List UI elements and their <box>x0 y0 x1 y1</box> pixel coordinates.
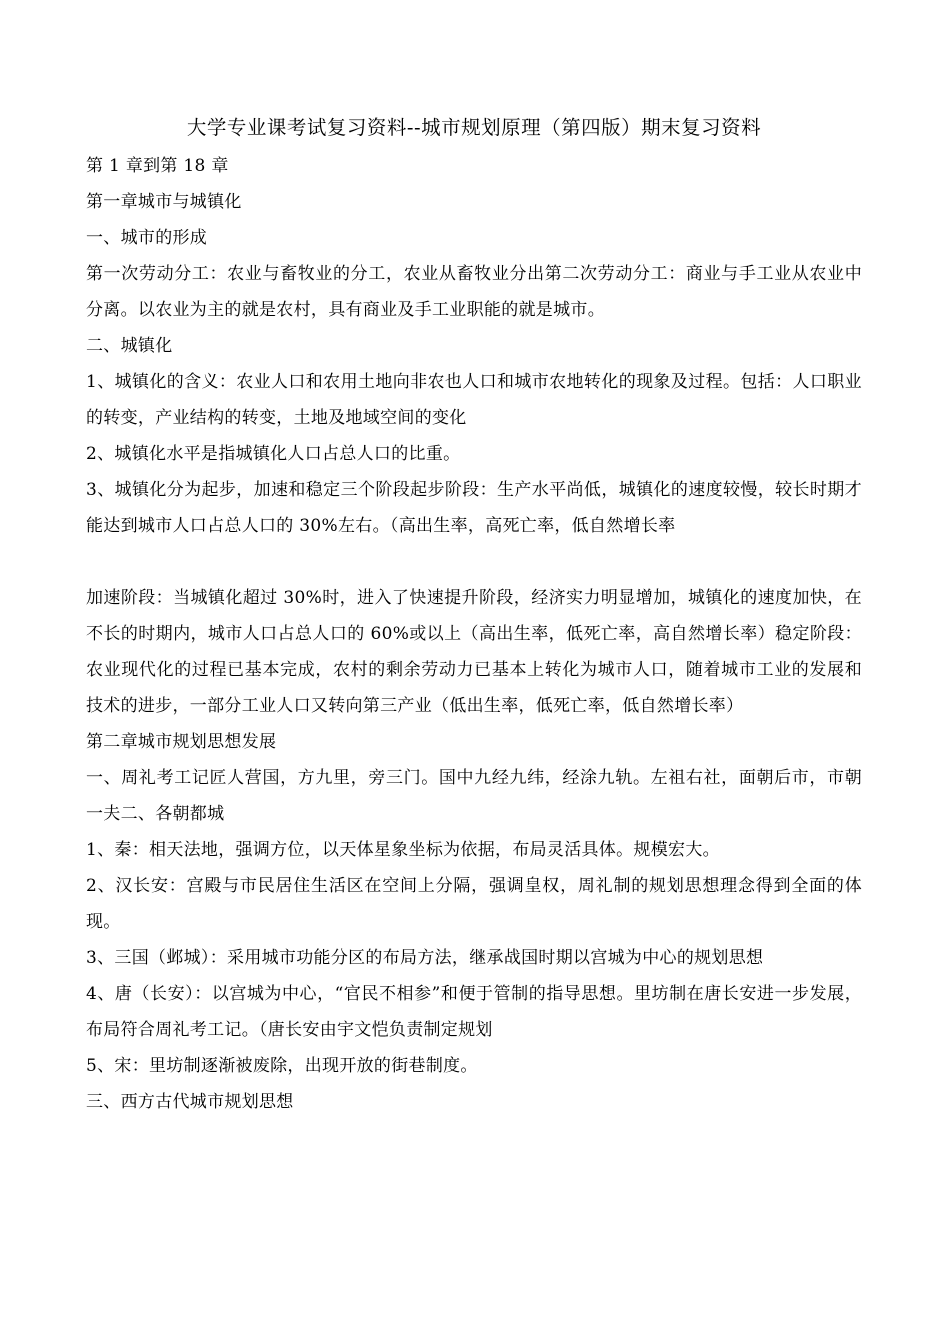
chapter-1-heading: 第一章城市与城镇化 <box>86 192 242 212</box>
document-title: 大学专业课考试复习资料--城市规划原理（第四版）期末复习资料 <box>186 116 762 139</box>
paragraph: 3、城镇化分为起步，加速和稳定三个阶段起步阶段：生产水平尚低，城镇化的速度较慢，较长时期才能达到城市人口占总人口的 30%左右。（高出生率，高死亡率，低自然增长率 <box>86 480 862 536</box>
paragraph: 5、宋：里坊制逐渐被废除，出现开放的街巷制度。 <box>86 1056 478 1076</box>
paragraph: 一、周礼考工记匠人营国，方九里，旁三门。国中九经九纬，经涂九轨。左祖右社，面朝后市，市朝一夫二、各朝都城 <box>86 768 862 824</box>
paragraph: 2、汉长安：宫殿与市民居住生活区在空间上分隔，强调皇权，周礼制的规划思想理念得到全面的体现。 <box>86 876 862 932</box>
section-heading: 一、城市的形成 <box>86 228 208 248</box>
chapter-range: 第 1 章到第 18 章 <box>86 156 229 176</box>
chapter-2-heading: 第二章城市规划思想发展 <box>86 732 277 752</box>
section-heading: 三、西方古代城市规划思想 <box>86 1092 294 1112</box>
paragraph: 4、唐（长安）：以宫城为中心，“官民不相参”和便于管制的指导思想。里坊制在唐长安进一步发展，布局符合周礼考工记。（唐长安由宇文恺负责制定规划 <box>86 984 862 1040</box>
blank-line <box>86 544 862 580</box>
paragraph: 第一次劳动分工：农业与畜牧业的分工，农业从畜牧业分出第二次劳动分工：商业与手工业从农业中分离。以农业为主的就是农村，具有商业及手工业职能的就是城市。 <box>86 264 862 320</box>
paragraph: 加速阶段：当城镇化超过 30%时，进入了快速提升阶段，经济实力明显增加，城镇化的速度加快，在不长的时期内，城市人口占总人口的 60%或以上（高出生率，低死亡率，高自然增长率）稳定阶段：农业现代化的过程已基本完成，农村的剩余劳动力已基本上转化为城市人口，随着城市工业的发展和技术的进步，一部分工业人口又转向第三产业（低出生率，低死亡率，低自然增长率） <box>86 588 862 716</box>
section-heading: 二、城镇化 <box>86 336 173 356</box>
paragraph: 3、三国（邺城）：采用城市功能分区的布局方法，继承战国时期以宫城为中心的规划思想 <box>86 948 764 968</box>
paragraph: 1、城镇化的含义：农业人口和农用土地向非农也人口和城市农地转化的现象及过程。包括：人口职业的转变，产业结构的转变，土地及地域空间的变化 <box>86 372 862 428</box>
paragraph: 1、秦：相天法地，强调方位，以天体星象坐标为依据，布局灵活具体。规模宏大。 <box>86 840 720 860</box>
paragraph: 2、城镇化水平是指城镇化人口占总人口的比重。 <box>86 444 461 464</box>
